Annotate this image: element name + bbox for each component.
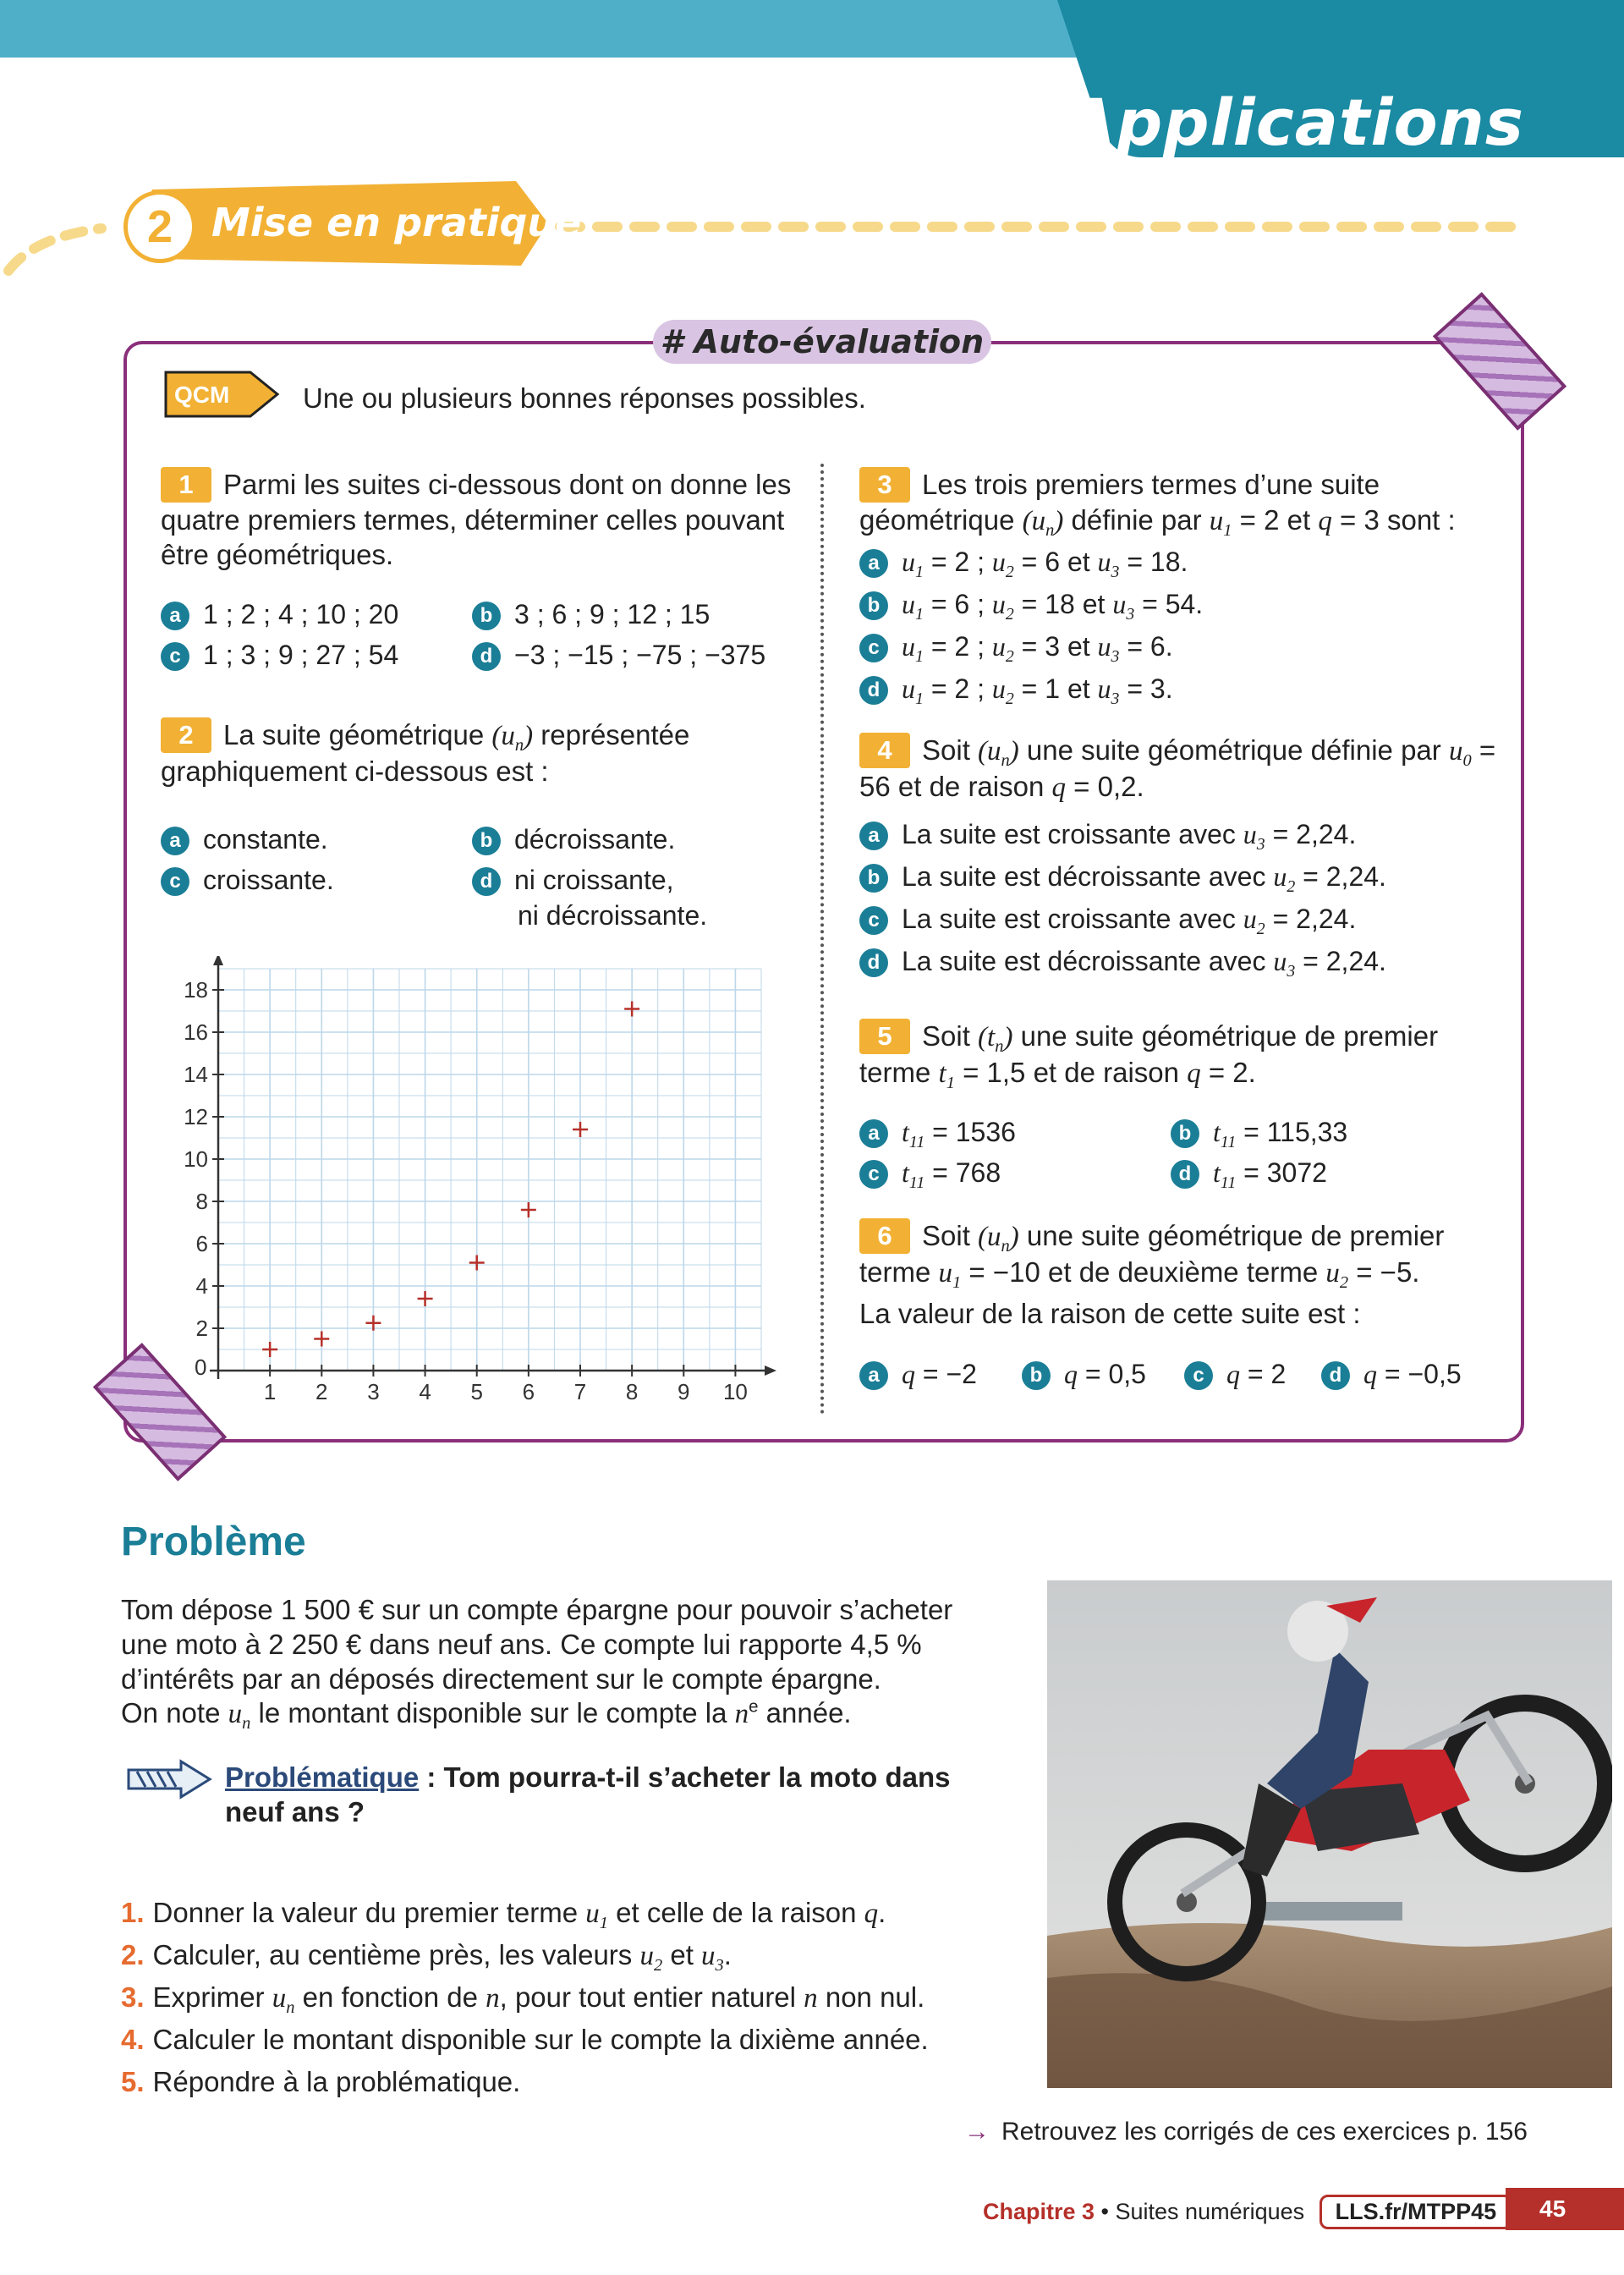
section-title: Applications <box>1066 85 1524 160</box>
graph-axes <box>210 956 776 1379</box>
q4-option-c[interactable]: c La suite est croissante avec $u_2 = 2,24$. <box>859 902 1356 936</box>
section-label: Mise en pratique <box>211 200 582 245</box>
option-letter: b <box>859 591 888 620</box>
motocross-photo <box>1047 1580 1612 2088</box>
q2-option-b[interactable]: b décroissante. <box>472 822 675 856</box>
option-letter: d <box>859 676 888 705</box>
x-tick-label: 10 <box>722 1379 748 1404</box>
page-number: 45 <box>1506 2188 1624 2230</box>
x-tick-label: 8 <box>625 1379 639 1404</box>
q2-option-d[interactable]: d ni croissante, <box>472 863 674 897</box>
q4-option-b[interactable]: b La suite est décroissante avec $u_2 = 2,24$. <box>859 860 1386 893</box>
q2-option-d-line2: ni décroissante. <box>518 900 708 931</box>
x-tick-label: 4 <box>419 1379 431 1404</box>
q5-option-d[interactable]: d $t_{11} = 3072$ <box>1171 1156 1327 1190</box>
data-point <box>469 1256 485 1271</box>
q2-option-a[interactable]: a constante. <box>161 822 328 856</box>
problematique-text: Tom pourra-t-il s’acheter la moto dans neuf ans ? <box>225 1761 951 1827</box>
x-tick-label: 9 <box>678 1379 690 1404</box>
question-number: 6 <box>859 1218 910 1254</box>
q3-option-a[interactable]: a $u_1 = 2$ ; $u_2 = 6$ et $u_3 = 18$. <box>859 545 1188 579</box>
option-letter: c <box>161 642 189 671</box>
option-letter: b <box>472 602 501 630</box>
option-letter: d <box>1321 1361 1350 1390</box>
data-point <box>521 1202 536 1217</box>
option-letter: d <box>472 642 501 671</box>
step-1: 1. Donner la valeur du premier terme $u_1$ et celle de la raison q. <box>121 1897 886 1933</box>
option-letter: d <box>472 867 501 896</box>
data-point <box>418 1291 433 1306</box>
x-tick-label: 2 <box>315 1379 328 1404</box>
option-letter: a <box>859 822 888 850</box>
step-2: 2. Calculer, au centième près, les valeurs $u_2$ et $u_3$. <box>121 1939 732 1976</box>
problematique: Problématique : Tom pourra-t-il s’acheter la moto dans neuf ans ? <box>225 1761 951 1827</box>
question-4: 4 Soit $(u_n)$ une suite géométrique définie par $u_0 = 56$ et de raison q = 0,2. <box>859 734 1496 803</box>
data-point <box>624 1002 639 1017</box>
auto-evaluation-title: # Auto-évaluation <box>653 320 991 364</box>
chapter-title: Suites numériques <box>1115 2199 1305 2224</box>
lls-link[interactable]: LLS.fr/MTPP45 <box>1320 2195 1513 2229</box>
probleme-note: On note $u_n$ le montant disponible sur le compte la $n^e$ année. <box>121 1696 852 1734</box>
x-tick-label: 6 <box>522 1379 535 1404</box>
step-5: 5. Répondre à la problématique. <box>121 2066 521 2097</box>
chapter-label: Chapitre 3 <box>983 2199 1095 2224</box>
graph-ticks <box>184 977 748 1404</box>
y-tick-label: 4 <box>195 1273 208 1299</box>
question-number: 3 <box>859 467 910 503</box>
probleme-intro: Tom dépose 1 500 € sur un compte épargne pour pouvoir s’acheter une moto à 2 250 € dans neuf ans. Ce compte lui rapporte 4,5 % d’intérêts par an déposés directement sur le compte épargne. <box>121 1594 953 1695</box>
x-tick-label: 7 <box>573 1379 587 1404</box>
question-1 <box>161 467 804 572</box>
step-4: 4. Calculer le montant disponible sur le compte la dixième année. <box>121 2024 929 2055</box>
column-divider <box>820 464 824 1415</box>
origin-label: 0 <box>195 1355 207 1380</box>
q4-option-d[interactable]: d La suite est décroissante avec $u_3 = 2,24$. <box>859 944 1386 978</box>
question-number: 4 <box>859 733 910 768</box>
question-number: 1 <box>161 467 211 503</box>
question-5: 5 Soit $(t_n)$ une suite géométrique de premier terme $t_1 = 1,5$ et de raison q = 2. <box>859 1020 1439 1093</box>
q2-option-c[interactable]: c croissante. <box>161 863 334 897</box>
q1-option-d[interactable]: d −3 ; −15 ; −75 ; −375 <box>472 638 765 672</box>
option-letter: c <box>161 867 189 896</box>
question-6: 6 Soit $(u_n)$ une suite géométrique de premier terme $u_1 = -10$ et de deuxième terme $u_2 = -5$. <box>859 1220 1445 1293</box>
q5-option-b[interactable]: b $t_{11} = 115,33$ <box>1171 1115 1347 1149</box>
sequence-graph <box>152 956 795 1413</box>
q4-option-a[interactable]: a La suite est croissante avec $u_3 = 2,24$. <box>859 817 1356 851</box>
option-letter: a <box>161 602 189 630</box>
y-tick-label: 16 <box>184 1019 208 1045</box>
problematique-arrow-icon <box>125 1758 213 1800</box>
option-letter: b <box>1171 1119 1199 1148</box>
question-2: 2 La suite géométrique $(u_n)$ représentée graphiquement ci-dessous est : <box>161 719 690 787</box>
option-letter: a <box>859 1361 888 1390</box>
option-letter: d <box>1171 1160 1199 1189</box>
y-tick-label: 10 <box>184 1146 208 1172</box>
step-3: 3. Exprimer $u_n$ en fonction de n, pour tout entier naturel n non nul. <box>121 1981 925 2018</box>
section-number: 2 <box>123 190 196 263</box>
q1-option-c[interactable]: c 1 ; 3 ; 9 ; 27 ; 54 <box>161 638 398 672</box>
arrow-right-icon: → <box>964 2118 990 2146</box>
q5-option-a[interactable]: a $t_{11} = 1536$ <box>859 1115 1016 1149</box>
data-point <box>262 1342 277 1357</box>
data-point <box>314 1332 329 1347</box>
question-number: 2 <box>161 717 211 753</box>
option-letter: a <box>859 1119 888 1148</box>
q3-option-d[interactable]: d $u_1 = 2$ ; $u_2 = 1$ et $u_3 = 3$. <box>859 672 1173 706</box>
y-tick-label: 8 <box>195 1189 208 1214</box>
y-tick-label: 2 <box>195 1316 208 1341</box>
q1-option-a[interactable]: a 1 ; 2 ; 4 ; 10 ; 20 <box>161 597 398 631</box>
corriges-reference[interactable]: → Retrouvez les corrigés de ces exercices p. 156 <box>964 2118 1528 2146</box>
qcm-tag-label: QCM <box>174 382 230 408</box>
option-letter: b <box>472 827 501 855</box>
question-number: 5 <box>859 1019 910 1054</box>
footer: Chapitre 3 • Suites numériques LLS.fr/MTPP45 <box>983 2195 1512 2229</box>
y-tick-label: 12 <box>184 1104 208 1129</box>
option-letter: b <box>859 864 888 893</box>
graph-grid <box>218 969 761 1371</box>
option-letter: c <box>859 906 888 935</box>
y-tick-label: 18 <box>184 977 208 1003</box>
option-letter: c <box>859 1160 888 1189</box>
q6-option-c[interactable]: c q = 2 <box>1184 1357 1286 1391</box>
qcm-tag-icon <box>162 369 281 420</box>
option-letter: a <box>161 827 189 855</box>
problematique-label: Problématique <box>225 1761 420 1793</box>
y-axis-arrow <box>213 956 223 965</box>
y-tick-label: 14 <box>184 1062 208 1087</box>
y-tick-label: 6 <box>195 1231 208 1256</box>
option-letter: b <box>1022 1361 1051 1390</box>
option-letter: c <box>859 634 888 662</box>
x-tick-label: 5 <box>470 1379 483 1404</box>
option-letter: d <box>859 948 888 977</box>
qcm-instruction: Une ou plusieurs bonnes réponses possibles. <box>303 382 866 414</box>
data-point <box>573 1122 588 1137</box>
option-letter: a <box>859 549 888 578</box>
q5-option-c[interactable]: c $t_{11} = 768$ <box>859 1156 1001 1190</box>
x-tick-label: 1 <box>263 1379 277 1404</box>
q6-option-d[interactable]: d q = −0,5 <box>1321 1357 1462 1391</box>
q3-option-c[interactable]: c $u_1 = 2$ ; $u_2 = 3$ et $u_3 = 6$. <box>859 629 1173 663</box>
q1-option-b[interactable]: b 3 ; 6 ; 9 ; 12 ; 15 <box>472 597 710 631</box>
question-text: Parmi les suites ci-dessous dont on donne les quatre premiers termes, déterminer celles pouvant être géométriques. <box>161 469 792 570</box>
probleme-title: Problème <box>121 1519 306 1564</box>
question-3: 3 Les trois premiers termes d’une suite géométrique $(u_n)$ définie par $u_1 = 2$ et q = 3 sont : <box>859 469 1456 541</box>
q6-option-a[interactable]: a q = −2 <box>859 1357 977 1391</box>
x-axis-arrow <box>765 1366 776 1376</box>
x-tick-label: 3 <box>367 1379 380 1404</box>
q6-option-b[interactable]: b q = 0,5 <box>1022 1357 1146 1391</box>
question-6-prompt: La valeur de la raison de cette suite est : <box>859 1298 1361 1329</box>
q3-option-b[interactable]: b $u_1 = 6$ ; $u_2 = 18$ et $u_3 = 54$. <box>859 587 1203 621</box>
option-letter: c <box>1184 1361 1213 1390</box>
